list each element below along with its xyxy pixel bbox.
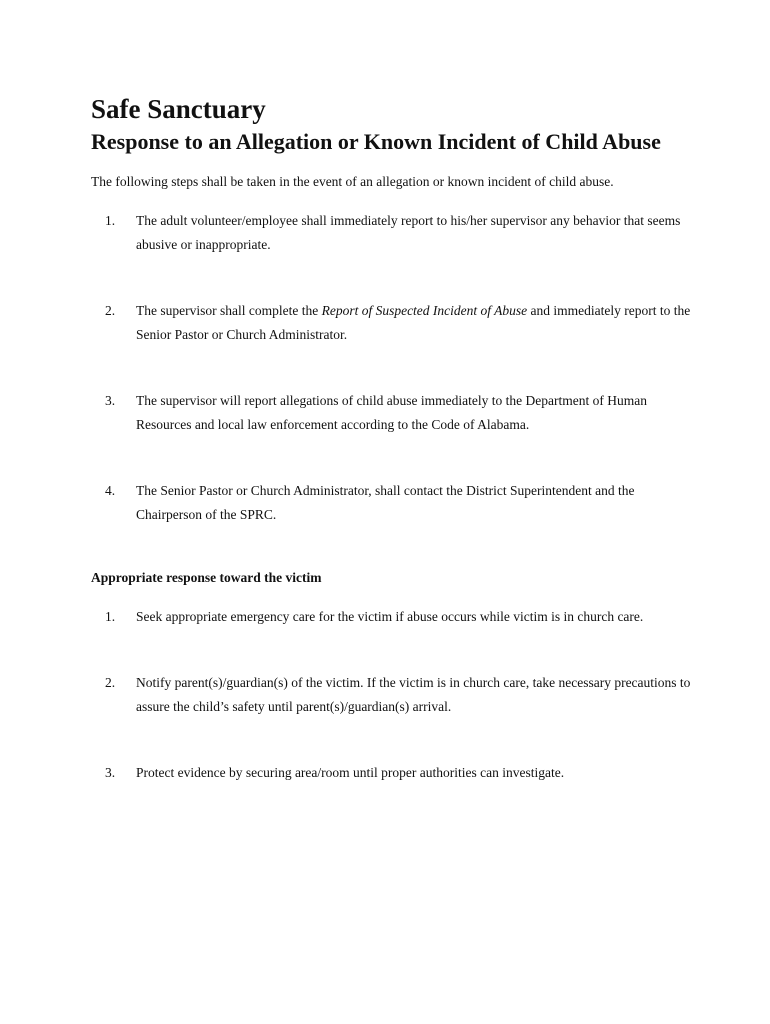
list-item <box>91 209 691 257</box>
victim-response-list <box>91 605 691 785</box>
document-title: Safe Sanctuary <box>91 94 266 124</box>
list-item-number: 4. <box>105 483 116 498</box>
list-item-number: 3. <box>105 765 116 780</box>
list-item-text: Seek appropriate emergency care for the victim if abuse occurs while victim is in church care. <box>136 609 644 624</box>
list-item-text: Protect evidence by securing area/room until proper authorities can investigate. <box>136 765 565 780</box>
report-form-title: Report of Suspected Incident of Abuse <box>321 303 528 318</box>
list-item-number: 2. <box>105 303 116 318</box>
list-item-number: 1. <box>105 609 116 624</box>
intro-paragraph: The following steps shall be taken in the event of an allegation or known incident of child abuse. <box>91 174 614 189</box>
list-item <box>91 671 691 719</box>
list-item <box>91 299 691 347</box>
response-steps-list <box>91 209 691 527</box>
list-item-text: The adult volunteer/employee shall immediately report to his/her supervisor any behavior that seems abusive or inappropriate. <box>136 213 681 252</box>
list-item <box>91 479 691 527</box>
list-item-text-end: and immediately report to the Senior Pastor or Church Administrator. <box>136 303 691 342</box>
list-item <box>91 605 691 629</box>
list-item-text: The supervisor will report allegations of child abuse immediately to the Department of Human Resources and local law enforcement according to the Code of Alabama. <box>136 393 647 432</box>
list-item-text: The Senior Pastor or Church Administrator, shall contact the District Superintendent and the Chairperson of the SPRC. <box>136 483 635 522</box>
list-item-number: 1. <box>105 213 116 228</box>
document-page <box>91 92 691 827</box>
victim-section-heading: Appropriate response toward the victim <box>91 570 322 585</box>
list-item-text: Notify parent(s)/guardian(s) of the victim. If the victim is in church care, take necessary precautions to assure the child’s safety until parent(s)/guardian(s) arrival. <box>136 675 691 714</box>
list-item-text-start: The supervisor shall complete the <box>136 303 322 318</box>
list-item-number: 3. <box>105 393 116 408</box>
list-item <box>91 389 691 437</box>
document-subtitle: Response to an Allegation or Known Incident of Child Abuse <box>91 129 661 154</box>
list-item <box>91 761 691 785</box>
list-item-number: 2. <box>105 675 116 690</box>
